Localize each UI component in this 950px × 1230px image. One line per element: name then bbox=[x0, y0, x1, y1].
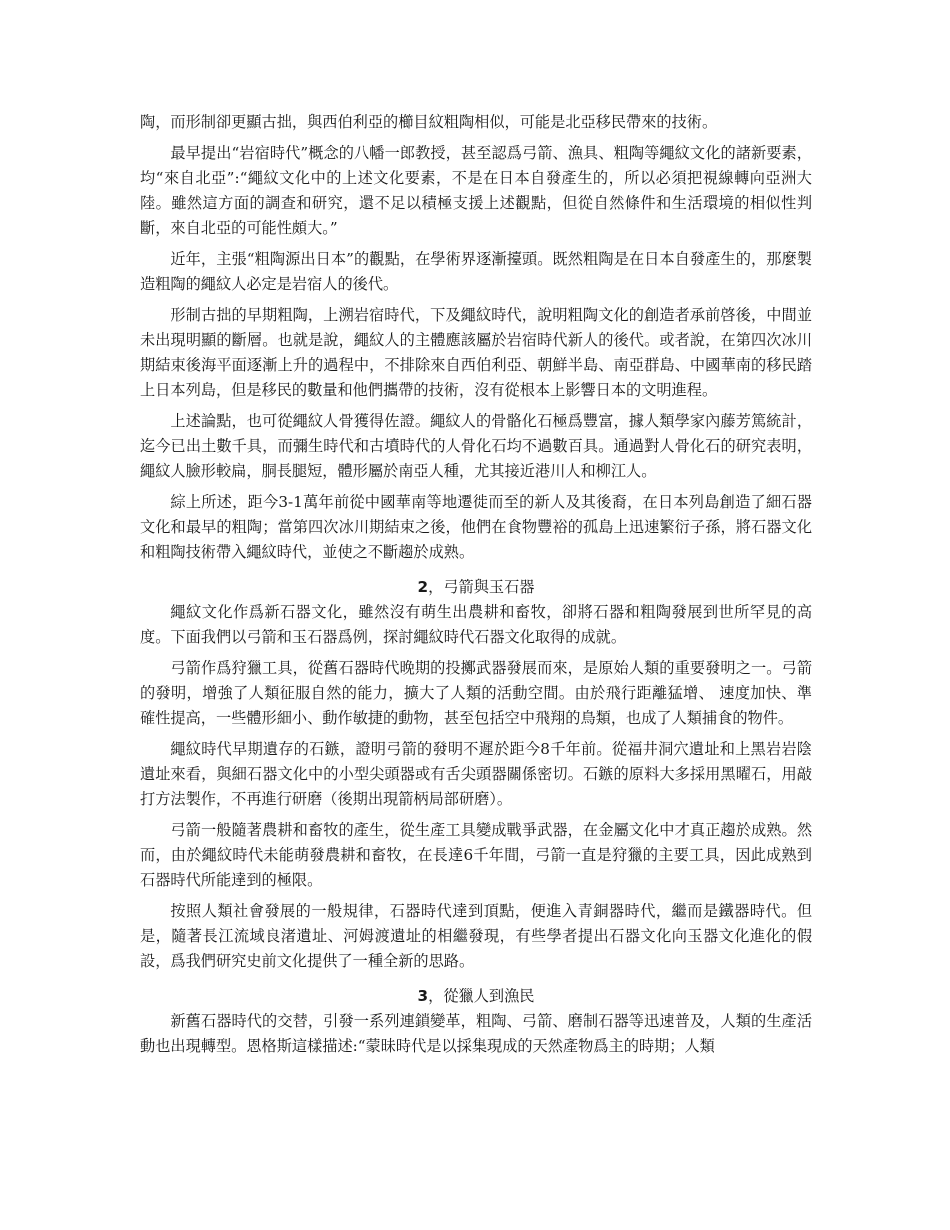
section-heading-3 bbox=[140, 984, 812, 1009]
paragraph: 最早提出“岩宿時代”概念的八幡一郎教授，甚至認爲弓箭、漁具、粗陶等繩紋文化的諸新要素，均“來自北亞”:“繩紋文化中的上述文化要素，不是在日本自發產生的，所以必須把視線轉向亞洲大陸。雖然這方面的調查和研究，還不足以積極支援上述觀點，但從自然條件和生活環境的相似性判斷，來自北亞的可能性頗大。” bbox=[140, 144, 812, 237]
paragraph-continued: 陶，而形制卻更顯古拙，與西伯利亞的櫛目紋粗陶相似，可能是北亞移民帶來的技術。 bbox=[140, 113, 718, 131]
section-number: 2 bbox=[417, 578, 429, 596]
section-title: ，弓箭與玉石器 bbox=[428, 578, 535, 596]
section-number: 3 bbox=[417, 987, 429, 1005]
paragraph: 新舊石器時代的交替，引發一系列連鎖變革，粗陶、弓箭、磨制石器等迅速普及，人類的生產活動也出現轉型。恩格斯這樣描述:“蒙昧時代是以採集現成的天然產物爲主的時期；人類 bbox=[140, 1012, 812, 1055]
paragraph: 形制古拙的早期粗陶，上溯岩宿時代，下及繩紋時代，說明粗陶文化的創造者承前啓後，中間並未出現明顯的斷層。也就是說，繩紋人的主體應該屬於岩宿時代新人的後代。或者說，在第四次冰川期結束後海平面逐漸上升的過程中，不排除來自西伯利亞、朝鮮半島、南亞群島、中國華南的移民踏上日本列島，但是移民的數量和他們攜帶的技術，沒有從根本上影響日本的文明進程。 bbox=[140, 306, 812, 399]
paragraph: 綜上所述，距今3-1萬年前從中國華南等地遷徙而至的新人及其後裔，在日本列島創造了細石器文化和最早的粗陶；當第四次冰川期結束之後，他們在食物豐裕的孤島上迅速繁衍子孫，將石器文化和粗陶技術帶入繩紋時代，並使之不斷趨於成熟。 bbox=[140, 493, 812, 561]
paragraph: 近年，主張“粗陶源出日本”的觀點，在學術界逐漸擡頭。既然粗陶是在日本自發產生的，那麼製造粗陶的繩紋人必定是岩宿人的後代。 bbox=[140, 250, 812, 293]
paragraph: 繩紋時代早期遺存的石鏃，證明弓箭的發明不遲於距今8千年前。從福井洞穴遺址和上黑岩岩陰遺址來看，與細石器文化中的小型尖頭器或有舌尖頭器關係密切。石鏃的原料大多採用黑曜石，用敲打方法製作，不再進行研磨（後期出現箭柄局部研磨）。 bbox=[140, 740, 812, 808]
paragraph: 按照人類社會發展的一般規律，石器時代達到頂點，便進入青銅器時代，繼而是鐵器時代。但是，隨著長江流域良渚遺址、河姆渡遺址的相繼發現，有些學者提出石器文化向玉器文化進化的假設，爲我們研究史前文化提供了一種全新的思路。 bbox=[140, 902, 812, 970]
paragraph: 弓箭一般隨著農耕和畜牧的產生，從生產工具變成戰爭武器，在金屬文化中才真正趨於成熟。然而，由於繩紋時代未能萌發農耕和畜牧，在長達6千年間，弓箭一直是狩獵的主要工具，因此成熟到石器時代所能達到的極限。 bbox=[140, 821, 812, 889]
paragraph: 繩紋文化作爲新石器文化，雖然沒有萌生出農耕和畜牧，卻將石器和粗陶發展到世所罕見的高度。下面我們以弓箭和玉石器爲例，探討繩紋時代石器文化取得的成就。 bbox=[140, 603, 812, 646]
document-page bbox=[140, 110, 812, 1065]
paragraph: 上述論點，也可從繩紋人骨獲得佐證。繩紋人的骨骼化石極爲豐富，據人類學家內藤芳篤統計，迄今已出土數千具，而彌生時代和古墳時代的人骨化石均不過數百具。通過對人骨化石的研究表明，繩紋人臉形較扁，胴長腿短，體形屬於南亞人種，尤其接近港川人和柳江人。 bbox=[140, 412, 812, 480]
section-title: ，從獵人到漁民 bbox=[428, 987, 535, 1005]
section-heading-2 bbox=[140, 575, 812, 600]
paragraph: 弓箭作爲狩獵工具，從舊石器時代晚期的投擲武器發展而來，是原始人類的重要發明之一。弓箭的發明，增強了人類征服自然的能力，擴大了人類的活動空間。由於飛行距離猛增、 速度加快、準確性提高，一些體形細小、動作敏捷的動物，甚至包括空中飛翔的鳥類，也成了人類捕食的物件。 bbox=[140, 659, 812, 727]
